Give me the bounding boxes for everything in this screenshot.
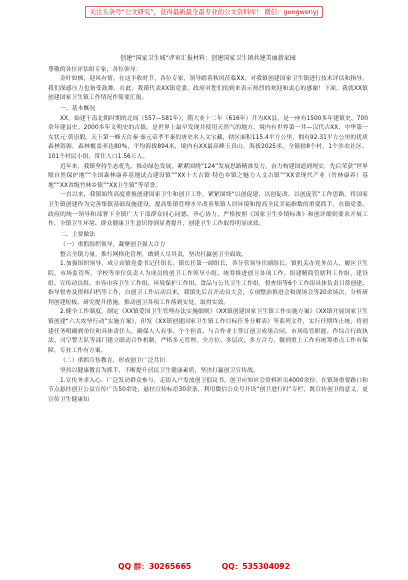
- leadership-paragraph: 2.健全工作制度。制定《XX镇爱国卫生管理办法实施细则》《XX镇创建国家卫生镇工作实施方案》《XX镇开展国家卫生镇创建“六大攻坚行动”实施方案》，印发《XX镇创建国家卫生镇工作目标任务分解表》等系列文件，实行任期终止统，将创建任务明确到单位和具体责任人，确保人人有事、个个担责。与合作业主签订创卫成果合同，市场监管职能、作综合行政执法、司空警大队等部门建立联动合作机制，严格多元管理，全方位、多层次、多方合力，做到重上工作有统筹重点工作有保障，专业工作有方案。: [48, 309, 368, 354]
- qq-group-text: QQ 群：30265665: [118, 562, 192, 571]
- banner-container: [0, 6, 408, 18]
- publicity-paragraph: 1.宣传务求入心。广泛发动群众参与，走街入户发放创卫倡议书，创卫应知应会资料折页4000余份，在镇场重要路口和节点悬挂创卫公益宣传广告50余处，悬挂宣传标语30余条，利用微信公众号开设“创卫进行时”专栏，既宣传创卫的意义，更宣传卫生健康知: [48, 377, 368, 403]
- salutation: 尊敬的各位评估组专家，各位领导：: [48, 66, 142, 73]
- promo-banner[interactable]: 关注头条号“公文研究”，获得最新最全最专业的公文资料库！ 微信：gongwenyj: [85, 6, 324, 18]
- overview-paragraph: 一直以来，我镇始终高度重视创建国家卫生和创卫工作，紧紧围绕“以创促建、以创促改、以创促管”工作思路，将国家卫生镇创建作为完善集镇基础设施建设、提高集镇管理水平改善集镇人居环境和提高全民幸福指数的重要抓手，在镇党委、政府的统一领导和部署下全镇广大干部群众同心同德、齐心协力，严格按照《国家卫生乡镇标准》和创评细则要求开展工作，全镇卫生环境、群众健康卫生意识得到显著提升，创建卫生工作取得明显成效。: [48, 192, 368, 228]
- qq-number-text: QQ：535304092: [221, 562, 290, 571]
- overview-paragraph: XX，始建于南北朝时期的北周（557—581年），隋大业十二年（616年）升为XX县，是一座有1500多年建镇史、700余年建县史、2000多年文明史的古镇。是世界上最早发现并使用天然气的地方，境内有世界第一井—汉代古XX，中华第一女状元·黄崇嘏。天下第一峰天台秦·秦元帝孝半秦的唐史名人文宝藏，辖区面积115.4平方公里，拥有92.31平方公里的优质森林资源，森林覆盖率达80%，平均海拔894米，境内有XX最高峰玉真山，海拔2025米，全镇辖8个村，1个涉农社区，101个村民小组，常住人口1.56万人。: [48, 115, 368, 160]
- subsection-heading-publicity: （二）重抓宣传教育，形成创卫广泛共识: [60, 358, 166, 365]
- intro-paragraph: 金叶如枫，迎风有情。在这丰收时节，各位专家、领导踏着秋风莅临XX，对我镇创建国家卫生镇进行技术评估和指导，我们深感压力也备受鼓舞。在此，我谨代表XX镇党委、政府对您们的到来表示热烈的欢迎和衷心的感谢！下面，我就XX镇创建国家卫生镇工作情况作简要汇报。: [48, 76, 368, 102]
- footer-contact: [0, 561, 408, 572]
- leadership-paragraph: 整合全镇力量，推行网格化管理，做到人尽其责，坚决打赢创卫全面战。: [60, 251, 248, 258]
- leadership-paragraph: 1.加强组织领导，成立由镇党委书记任组长，镇长任第一副组长，各分管领导任副组长，镇机关办党务员人、履区卫生院、市场监管所、学校等单位负责人为成员的创卫工作领导小组，统筹推进创卫各项工作。组建精简管辖科工作组，建设组、宣传动员组、市容市容卫生工作组、环境保护工作组、食品与公共卫生工作组，督查组等6个工作组具体负责日常创建、指导督查及资料归档等工作，自创卫工作启动以来，我镇先后召开动员大会，专项整治推进会和现场会等20余场次，分析研判创建短板、研究提升措施，推动创卫各项工作落到实处，取得实效。: [48, 261, 368, 306]
- overview-paragraph: 近年来，我镇坚持生态优先、推动绿色发展，紧紧围绕“124”发展思路精准发力，奋力构建国道到现实，先后荣获“世界级自然保护地”“全国森林康养基地试点建设镇”“XX十大古镇·特色乡镇之魅力人文古镇”“XX省现代产业（竹林康养）基地”“XX省级竹林乡镇”“XX卫生镇”等荣誉。: [48, 163, 368, 189]
- document-title: 创建“国家卫生城”评审汇报材料：创建国家卫生镇共建美丽新家园: [120, 55, 296, 62]
- section-heading-practices: 二、主要做法: [60, 231, 96, 238]
- subsection-heading-leadership: （一）重抓组织领导，凝聚创卫强大合力: [60, 242, 166, 249]
- document-body: [48, 54, 368, 405]
- publicity-paragraph: 坚持以健康教育为抓手，不断提升居民卫生健康素质，坚决打赢创卫宣传战。: [60, 368, 259, 374]
- section-heading-overview: 一、基本概况: [60, 105, 96, 112]
